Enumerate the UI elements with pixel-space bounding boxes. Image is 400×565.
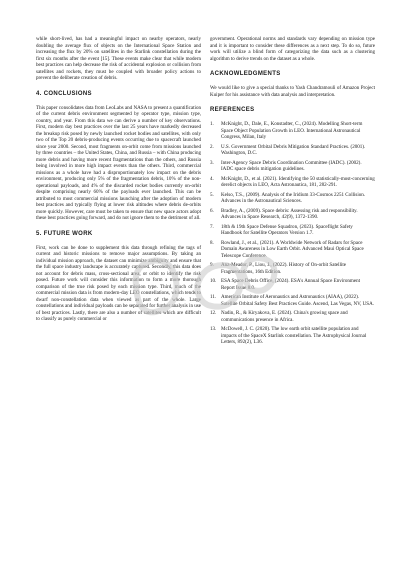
reference-item — [210, 224, 375, 237]
reference-item — [210, 294, 375, 307]
reference-number: 11. — [210, 294, 217, 300]
reference-item — [210, 121, 375, 141]
reference-text: McKnight, D., Dale, E., Konstadter, C., (2024). Modelling Short-term Space Object Population Growth in LEO. International Astronautical Congress, Milan, Italy — [221, 121, 363, 140]
left-column — [36, 36, 201, 327]
references-heading: REFERENCES — [210, 107, 255, 113]
reference-item — [210, 326, 375, 346]
reference-text: 18th & 19th Space Defense Squadron, (2023). Spaceflight Safety Handbook for Satellite Operators Version 1.7. — [221, 223, 353, 236]
reference-item — [210, 192, 375, 205]
acknowledgments-paragraph: We would like to give a special thanks to Yash Chandramouli of Amazon Project Kuiper for his assistance with data analysis and interpretation. — [210, 85, 375, 98]
reference-number: 9. — [210, 262, 214, 268]
reference-text: Bradley, A., (2009). Space debris: Assessing risk and responsibility. Advances in Space Research, 42(9), 1372-1390. — [221, 207, 358, 220]
reference-number: 3. — [210, 159, 214, 166]
reference-number: 13. — [210, 326, 217, 332]
reference-item — [210, 262, 375, 275]
reference-number: 6. — [210, 207, 214, 214]
reference-text: McDowell, J. C. (2020). The low earth orbit satellite population and impacts of the SpaceX Starlink constellation. The Astrophysical Journal Letters, 892(2), L36. — [221, 326, 367, 345]
reference-number: 7. — [210, 223, 214, 230]
reference-number: 4. — [210, 175, 214, 182]
reference-number: 2. — [210, 143, 214, 150]
reference-number: 12. — [210, 310, 217, 316]
reference-text: Inter-Agency Space Debris Coordination Committee (IADC). (2002). IADC space debris mitigation guidelines. — [221, 159, 362, 172]
acknowledgments-heading: ACKNOWLEDGMENTS — [210, 71, 281, 77]
reference-item — [210, 176, 375, 189]
reference-number: 5. — [210, 191, 214, 198]
reference-text: Rowland, J., et al., (2021). A Worldwide Network of Radars for Space Domain Awareness in Low Earth Orbit. Advanced Maui Optical Space Telescope Conference. — [221, 239, 364, 259]
intro-paragraph: while short-lived, has had a meaningful impact on nearby operators, nearly doubling the average flux of objects on the International Space Station and increasing the flux by 20% on satellites in the Starlink constellation during the first six months after the event [15]. These events make clear that while modern best practices can help decrease the risk of accidental explosion or collision from satellites and rockets, they must be coupled with broader policy actions to prevent the deliberate creation of debris. — [36, 36, 201, 81]
reference-item — [210, 240, 375, 260]
reference-text: Nadin, R., & Kiryakova, E. (2024). China's growing space and communications presence in Africa. — [221, 310, 348, 323]
reference-item — [210, 310, 375, 323]
reference-item — [210, 208, 375, 221]
reference-text: U.S. Government Orbital Debris Mitigation Standard Practices. (2001). Washington, D.C. — [221, 143, 366, 156]
reference-text: Kelso, T.S., (2009). Analysis of the Iridium 33-Cosmos 2251 Collision. Advances in the Astronautical Sciences. — [221, 191, 366, 204]
future-work-paragraph: First, work can be done to supplement this data through refining the tags of current and historic missions to remove major assumptions. By taking an individual mission approach, the dataset can minimize ambiguity and ensure that the full space industry landscape is accurately captured. Secondly, this data does not account for debris mass, cross-sectional area, or orbit to identify the risk posed. Future work will consider this information to form a more thorough comparison of the true risk posed by each mission type. Third, much of the commercial mission data is from modern-day LEO constellations, which tends to dwarf non-constellation data when viewed as part of the whole. Large constellations and individual payloads can be separated for further analysis in use of best practices. Lastly, there are also a number of satellites which are difficult to classify as purely commercial or — [36, 244, 201, 322]
reference-text: ESA Space Debris Office, (2024). ESA's Annual Space Environment Report Issue 8.0. — [221, 278, 361, 291]
continuation-paragraph: government. Operational norms and standards vary depending on mission type and it is important to consider these differences as a next step. To do so, future work will utilize a blind form of categorizing the data such as a clustering algorithm to derive trends on the dataset as a whole. — [210, 36, 375, 62]
reference-text: Anz-Meador, P., Liou, J., (2022). History of On-orbit Satellite Fragmentations, 16th Edition. — [221, 262, 346, 275]
references-list — [210, 121, 375, 346]
right-column — [210, 36, 375, 349]
reference-number: 1. — [210, 121, 214, 127]
conclusions-heading: 4. CONCLUSIONS — [36, 90, 92, 97]
reference-item — [210, 278, 375, 291]
reference-text: American Institute of Aeronautics and Astronautics (AIAA), (2022). Satellite Orbital Safety Best Practices Guide. Ascend, Las Vegas, NV, USA. — [221, 294, 375, 307]
conclusions-paragraph: This paper consolidates data from LeoLabs and NASA to present a quantification of the current debris environment segmented by operator type, mission type, country, and year. From this data we can derive a number of key observations. First, modern day best practices over the last 25 years have markedly decreased the breakup risk posed by newly launched rocket bodies and satellites, with only two of the Top 20 debris-producing events occurring due to spacecraft launched since year 2000. Second, most fragments on-orbit come from missions launched by three countries – the United States, China, and Russia – with China producing more debris and having more recent fragmentations than the others, and Russia being involved in more high impact events than the others. Third, commercial missions as a whole have had a disproportionately low impact on the debris environment, producing only 5% of the fragmentation debris, 10% of the non-operational payloads, and 4% of the discarded rocket bodies currently on-orbit despite comprising nearly 60% of the payloads ever launched. This can be attributed to most commercial missions launching after the adoption of modern best practices and typically flying at lower risk altitudes where debris de-orbits more quickly. However, care must be taken to ensure that new space actors adopt these best practices going forward, and do not ignore them to the detriment of all. — [36, 104, 201, 221]
reference-number: 10. — [210, 278, 217, 284]
reference-text: McKnight, D., et al. (2021). Identifying the 50 statistically-most-concerning derelict objects in LEO, Acta Astronautica, 181, 282-291. — [221, 175, 375, 188]
reference-item — [210, 160, 375, 173]
reference-item — [210, 144, 375, 157]
reference-number: 8. — [210, 239, 214, 246]
future-work-heading: 5. FUTURE WORK — [36, 230, 93, 237]
